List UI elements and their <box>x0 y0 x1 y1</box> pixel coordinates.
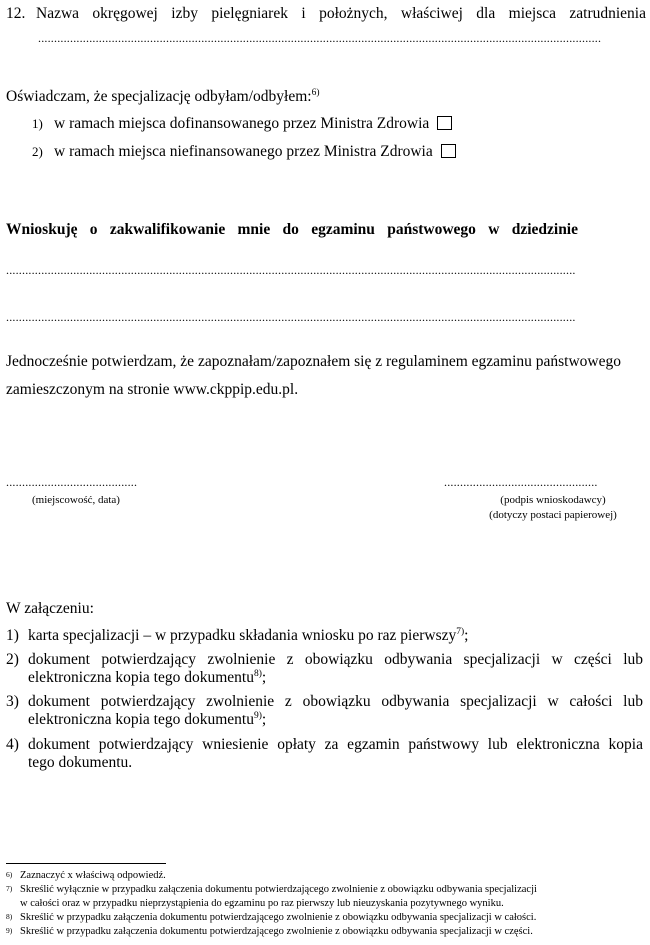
option-number: 2) <box>32 144 43 159</box>
option-2-checkbox[interactable] <box>441 144 456 158</box>
attachment-4-line-2: tego dokumentu. <box>28 754 133 771</box>
option-number: 1) <box>32 116 43 131</box>
footnote-ref-6: 6) <box>311 88 320 98</box>
declaration-option-2 <box>32 143 456 161</box>
attachment-2-line-2: elektroniczna kopia tego dokumentu <box>28 669 254 686</box>
footnote-text: Skreślić w przypadku załączenia dokumentu potwierdzającego zwolnienie z obowiązku odbywania specjalizacji w całości. <box>20 912 537 923</box>
signature-field[interactable]: ................................................ <box>444 476 598 488</box>
footnote-text-line-2: w całości oraz w przypadku nieprzystąpienia do egzaminu po raz pierwszy lub nieuzyskania pozytywnego wyniku. <box>20 898 504 909</box>
attachment-4-line-1: dokument potwierdzający wniesienie opłaty za egzamin państwowy lub elektroniczna kopia <box>28 736 643 753</box>
attachment-3-line-1: dokument potwierdzający zwolnienie z obowiązku odbywania specjalizacji w całości lub <box>28 693 643 710</box>
declaration-text <box>6 88 320 106</box>
attachment-text <box>28 627 468 645</box>
attachment-3-tail: ; <box>261 711 267 728</box>
item-12-number: 12. <box>6 5 26 22</box>
attachment-3-line-2: elektroniczna kopia tego dokumentu <box>28 711 254 728</box>
confirm-line-2: zamieszczonym na stronie www.ckppip.edu.pl. <box>6 381 299 398</box>
attachment-number: 1) <box>6 627 19 644</box>
declaration-option-1 <box>32 115 452 133</box>
place-date-label: (miejscowość, data) <box>32 494 120 506</box>
option-label: w ramach miejsca dofinansowanego przez Ministra Zdrowia <box>54 115 430 132</box>
attachments-heading: W załączeniu: <box>6 600 94 617</box>
declaration-label: Oświadczam, że specjalizację odbyłam/odbyłem: <box>6 88 312 105</box>
chamber-name-field[interactable]: ................................................................................................................................................................................ <box>38 32 602 44</box>
attachment-2-line-2-wrap <box>28 669 266 687</box>
option-1-checkbox[interactable] <box>437 116 452 130</box>
footnote-ref-9: 9) <box>253 711 262 721</box>
footnote-ref-8: 8) <box>253 669 262 679</box>
request-heading: Wnioskuję o zakwalifikowanie mnie do egzaminu państwowego w dziedzinie <box>6 221 578 238</box>
attachment-number: 4) <box>6 736 19 753</box>
attachment-number: 3) <box>6 693 19 710</box>
footnote-text: Skreślić wyłącznie w przypadku załączenia dokumentu potwierdzającego zwolnienie z obowiązku odbywania specjalizacji <box>20 884 537 895</box>
confirm-line-1: Jednocześnie potwierdzam, że zapoznałam/zapoznałem się z regulaminem egzaminu państwowego <box>6 353 622 370</box>
place-date-field[interactable]: ......................................... <box>6 476 138 488</box>
attachment-2-tail: ; <box>261 669 267 686</box>
attachment-3-line-2-wrap <box>28 711 266 729</box>
attachment-number: 2) <box>6 651 19 668</box>
footnote-separator <box>6 863 166 864</box>
specialty-field-line-1[interactable]: .................................................................................................................................................................................. <box>6 264 576 276</box>
attachment-1-tail: ; <box>464 627 469 644</box>
signature-note: (dotyczy postaci papierowej) <box>489 509 617 521</box>
item-12-label: Nazwa okręgowej izby pielęgniarek i położnych, właściwej dla miejsca zatrudnienia <box>36 5 646 22</box>
signature-label: (podpis wnioskodawcy) <box>500 494 606 506</box>
specialty-field-line-2[interactable]: .................................................................................................................................................................................. <box>6 311 576 323</box>
footnote-text: Skreślić w przypadku załączenia dokumentu potwierdzającego zwolnienie z obowiązku odbywania specjalizacji w części. <box>20 926 533 937</box>
footnote-text: Zaznaczyć x właściwą odpowiedź. <box>20 870 166 881</box>
attachment-2-line-1: dokument potwierdzający zwolnienie z obowiązku odbywania specjalizacji w części lub <box>28 651 643 668</box>
footnote-ref-7: 7) <box>456 627 465 637</box>
attachment-1-line-1: karta specjalizacji – w przypadku składania wniosku po raz pierwszy <box>28 627 457 644</box>
option-label: w ramach miejsca niefinansowanego przez Ministra Zdrowia <box>54 143 433 160</box>
